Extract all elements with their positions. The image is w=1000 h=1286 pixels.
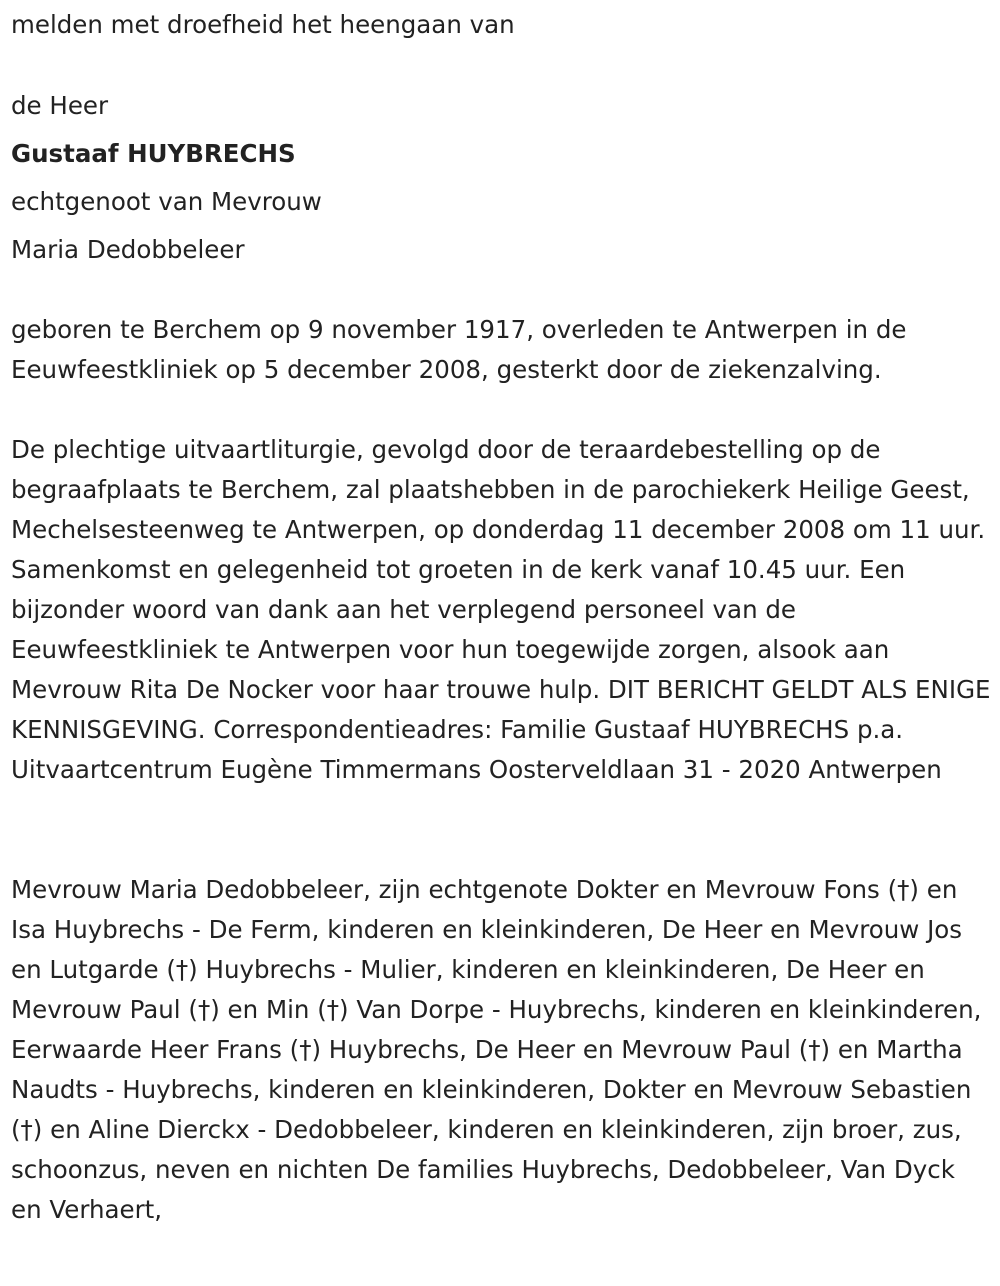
birth-death-paragraph: geboren te Berchem op 9 november 1917, overleden te Antwerpen in de Eeuwfeestkliniek op 5 december 2008, gesterkt door de ziekenzalving. bbox=[11, 315, 907, 384]
opening-line: melden met droefheid het heengaan van bbox=[11, 10, 515, 39]
spouse-intro: echtgenoot van Mevrouw bbox=[11, 187, 322, 216]
family-paragraph: Mevrouw Maria Dedobbeleer, zijn echtgenote Dokter en Mevrouw Fons (†) en Isa Huybrechs - De Ferm, kinderen en kleinkinderen, De Heer en Mevrouw Jos en Lutgarde (†) Huybrechs - Mulier, kinderen en kleinkinderen, De Heer en Mevrouw Paul (†) en Min (†) Van Dorpe - Huybrechs, kinderen en kleinkinderen, Eerwaarde Heer Frans (†) Huybrechs, De Heer en Mevrouw Paul (†) en Martha Naudts - Huybrechs, kinderen en kleinkinderen, Dokter en Mevrouw Sebastien (†) en Aline Dierckx - Dedobbeleer, kinderen en kleinkinderen, zijn broer, zus, schoonzus, neven en nichten De families Huybrechs, Dedobbeleer, Van Dyck en Verhaert, bbox=[11, 875, 982, 1224]
deceased-name: Gustaaf HUYBRECHS bbox=[11, 139, 296, 168]
spouse-name: Maria Dedobbeleer bbox=[11, 235, 245, 264]
funeral-paragraph: De plechtige uitvaartliturgie, gevolgd door de teraardebestelling op de begraafplaats te Berchem, zal plaatshebben in de parochiekerk Heilige Geest, Mechelsesteenweg te Antwerpen, op donderdag 11 december 2008 om 11 uur. Samenkomst en gelegenheid tot groeten in de kerk vanaf 10.45 uur. Een bijzonder woord van dank aan het verplegend personeel van de Eeuwfeestkliniek te Antwerpen voor hun toegewijde zorgen, alsook aan Mevrouw Rita De Nocker voor haar trouwe hulp. DIT BERICHT GELDT ALS ENIGE KENNISGEVING. Correspondentieadres: Familie Gustaaf HUYBRECHS p.a. Uitvaartcentrum Eugène Timmermans Oosterveldlaan 31 - 2020 Antwerpen bbox=[11, 435, 991, 784]
title-prefix: de Heer bbox=[11, 91, 109, 120]
